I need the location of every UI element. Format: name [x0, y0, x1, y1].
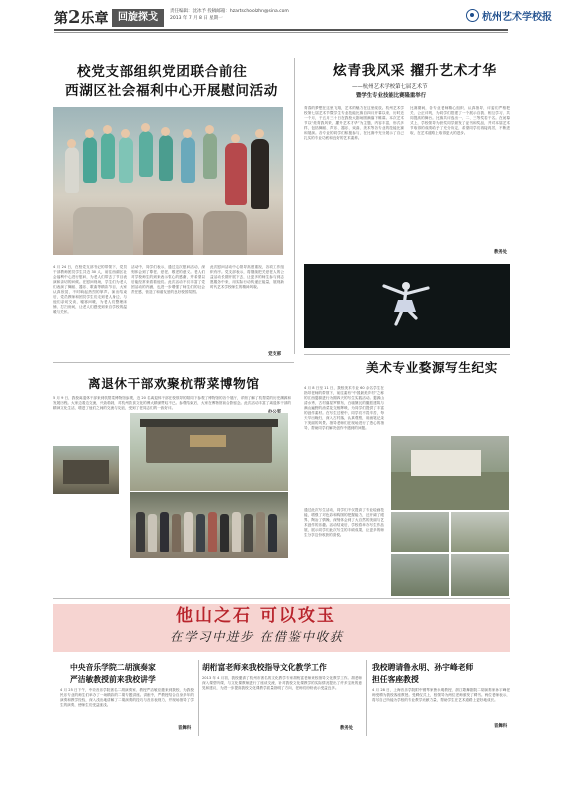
- article2-subtitle1: ——杭州艺术学校第七届艺术节: [352, 84, 428, 90]
- article1-title-line1: 校党支部组织党团联合前往: [77, 64, 248, 80]
- school-logo-icon: [466, 9, 479, 22]
- article1-title-line2: 西湖区社会福利中心开展慰问活动: [65, 83, 278, 99]
- paper-logo: 杭州艺术学校报: [466, 9, 552, 26]
- article2-subtitle2: 暨学生专业技能比赛隆重举行: [356, 93, 427, 99]
- article4-photo-5: [451, 554, 509, 596]
- masthead-rule-thin: [54, 32, 508, 33]
- article1-author: 党支部: [268, 352, 282, 357]
- article3-group-photo: [130, 492, 288, 558]
- article4-col1: 4 月 8 日至 11 日，我校美术专业 60 余名学生在指导老师的带领下，前往素有“中国最美乡村”之称的江西婺源进行为期四天的写生实践活动。婺源山清水秀，古村落星罗棋布，白墙黛瓦的徽派建筑与满山遍野的油菜花交相辉映，为同学们提供了丰富的创作素材。在写生过程中，同学们不畏辛苦，每天早出晚归，深入古村落，认真观察，用画笔记录下美丽的风景。指导老师们在现场进行了悉心的指导，帮助同学们解决创作中遇到的问题。: [304, 386, 384, 430]
- article2-col1: 青春的梦想在这里飞翔，艺术的魅力在这里绽放。杭州艺术学校第七届艺术节暨学生专业技能比赛自四月开幕以来，历时近一个月，于五月三十日在我校大剧场圆满落下帷幕。本次艺术节以“炫青我风采，擢升艺术才华”为主题，内容丰富，形式多样，包括舞蹈、声乐、器乐、戏曲、美术等各专业的技能比赛和展演。各专业的同学们积极参与，在比赛中充分展示了自己扎实的专业功底和良好的艺术素养。: [304, 106, 404, 140]
- article4-photo-3: [451, 512, 509, 552]
- bottom2-author: 教务处: [340, 726, 354, 731]
- section-divider: [53, 598, 510, 599]
- column-divider: [366, 660, 367, 736]
- section-divider: [304, 354, 510, 355]
- bottom1-title-line1: 中央音乐学院二胡演奏家: [70, 663, 156, 672]
- banner-title: 他山之石 可以攻玉: [176, 606, 336, 626]
- article2-col2: 比赛期间，各专业老师精心组织、认真指导，评委们严格把关、公正评判，为同学们搭建了一个展示自我、相互学习、共同提高的舞台。比赛共评选出一、二、三等奖若干名。在闭幕式上，学校领导为获奖同学颁发了证书和奖品，并对本届艺术节取得的成绩给予了充分肯定，希望同学们再接再厉，不断进取，在艺术道路上取得更大的进步。: [410, 106, 510, 135]
- column-divider: [294, 58, 295, 354]
- section-name: 回旋探戈: [112, 9, 164, 27]
- bottom1-author: 音舞科: [178, 726, 192, 731]
- column-divider: [198, 660, 199, 736]
- article4-photo-4: [391, 554, 449, 596]
- article3-title: 离退休干部欢聚杭帮菜博物馆: [88, 376, 260, 391]
- bottom3-body: 4 月 28 日，上海音乐学院附中钢琴家鲁永明教授、浙江歌舞剧院二胡演奏家孙宇峰老师受聘为我校客座教授。受聘仪式上，校领导为两位老师颁发了聘书。两位老师表示，将尽自己所能为学校的专业教学贡献力量，帮助学生在艺术道路上更好地成长。: [372, 688, 510, 702]
- article3-side-photo: [53, 446, 119, 494]
- publication-date: 2013 年 7 月 8 日 星期一: [170, 16, 223, 21]
- bottom3-author: 音舞科: [494, 724, 508, 729]
- dancer-figure-icon: [376, 272, 436, 332]
- article3-museum-photo: [130, 413, 288, 491]
- article2-dance-photo: [304, 264, 510, 348]
- masthead: [0, 0, 564, 54]
- bottom3-title-line2: 担任客座教授: [372, 675, 419, 684]
- bottom1-title-line2: 严洁敏教授前来我校讲学: [70, 675, 156, 684]
- bottom2-title: 胡桁富老师来我校指导文化教学工作: [202, 663, 327, 672]
- article4-col2: 通过此次写生活动，同学们不仅提高了专业绘画技能，增强了对色彩和构图的把握能力，还开阔了眼界，陶冶了情操，深刻体会到了大自然的美丽与艺术创作的乐趣。活动结束后，学校将举办写生作品展，展示同学们此次写生的丰硕成果，让更多的师生分享这份收获的喜悦。: [304, 508, 384, 537]
- masthead-rule: [54, 29, 508, 31]
- article1-col2: 活动中，同学们表示，通过这次慰问活动，深刻体会到了尊老、爱老、敬老的意义。老人们对学校师生的到来表示衷心的感谢，并希望以后能经常来看看他们。此次活动不仅丰富了党团活动的内涵，也进一步增强了师生们的社会责任感，营造了和谐友爱的良好校园氛围。: [131, 265, 205, 294]
- banner-subtitle: 在学习中进步 在借鉴中收获: [170, 629, 344, 644]
- article4-photo-2: [391, 512, 449, 552]
- article2-author: 教务处: [494, 250, 508, 255]
- bottom1-body: 4 月 25 日下午，中央音乐学院著名二胡演奏家、教授严洁敏应邀来到我校，为我校民乐专业的师生们举办了一场精彩的二胡专题讲座。讲座中，严教授结合自身多年的演奏和教学经验，深入浅出地讲解了二胡演奏的技巧与音乐表现力，并现场指导了学生的演奏，使师生们受益匪浅。: [60, 688, 194, 707]
- editor-line: 责任编辑：沈冰予 投稿邮箱：hzartschoolzhn@sina.com: [170, 9, 289, 14]
- article3-col1: 5 月 9 日，我校离退休干部来到杭帮菜博物馆参观，近 20 名离退休干部在校领导的陪同下参观了博物馆的各个展厅，详细了解了杭帮菜的历史渊源和发展历程。大家边看边交流，兴致勃勃，对杭州饮食文化的博大精深赞叹不已。参观结束后，大家在博物馆前合影留念。此次活动丰富了离退休干部的精神文化生活，增进了他们之间的交流与友谊，受到了老同志们的一致好评。: [53, 396, 291, 410]
- article4-photo-1: [391, 436, 509, 510]
- article4-title: 美术专业婺源写生纪实: [366, 360, 498, 375]
- article1-col1: 4 月 24 日，在校党支部书记的带领下，党员干部教师团员学生共近 30 人，前往西湖区社会福利中心进行慰问，为老人们带去了节目表演和亲切的问候。在慰问现场，学生们为老人们表演了舞蹈、器乐、歌曲等精彩节目，大家认真欣赏，不时响起热烈的掌声。演出结束后，党员教师和团员学生们走到老人身边，与他们亲切交谈，嘘寒问暖，为老人们整理床铺、打扫房间，让老人们感受到来自学校的温暖与关怀。: [53, 265, 127, 314]
- section-divider: [53, 362, 294, 363]
- article2-title: 炫青我风采 擢升艺术才华: [333, 63, 497, 79]
- bottom3-title-line1: 我校聘请鲁永明、孙宇峰老师: [372, 663, 474, 672]
- page-number: 第2乐章: [54, 7, 109, 28]
- article1-col3: 此次慰问活动中心领导高度重视，各项工作组织有序。党支部表示，将继续把关爱老人的公益活动长期开展下去，让更多的师生参与到志愿服务中来，用实际行动传递正能量，展现新时代艺术学校师生的精神风貌。: [210, 265, 284, 289]
- article1-photo: [53, 107, 283, 255]
- bottom2-body: 2013 年 4 月初，我校邀请了杭州市著名的文化教学专家胡桁富老师来校指导文化教学工作。胡老师深入课堂听课，与文化课教师进行了座谈交流，针对我校文化课教学的实际情况提出了许多宝贵的意见和建议，为进一步提高我校文化课教学质量指明了方向，老师们纷纷表示受益良多。: [202, 676, 362, 690]
